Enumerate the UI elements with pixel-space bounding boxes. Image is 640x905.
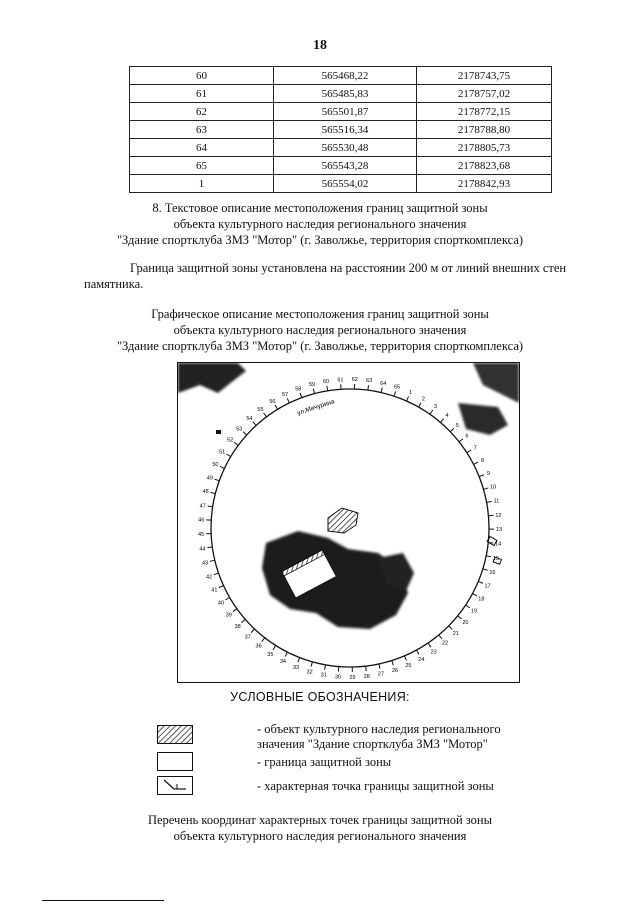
boundary-point-marker <box>379 664 380 669</box>
boundary-point-label: 13 <box>495 527 503 534</box>
boundary-point-label: 31 <box>320 672 327 679</box>
y-coordinate-cell: 2178743,75 <box>417 67 552 85</box>
section-8-title: 8. Текстовое описание местоположения границ защитной зоны <box>152 201 488 215</box>
boundary-point-label: 50 <box>212 462 219 469</box>
boundary-point-marker <box>487 501 492 502</box>
x-coordinate-cell: 565554,02 <box>274 175 417 193</box>
boundary-point-label: 6 <box>465 433 469 440</box>
boundary-point-marker <box>210 492 215 493</box>
boundary-point-marker <box>439 635 442 639</box>
boundary-point-label: 35 <box>267 651 274 658</box>
boundary-point-icon <box>158 777 192 794</box>
x-coordinate-cell: 565501,87 <box>274 103 417 121</box>
boundary-point-marker <box>450 428 454 431</box>
boundary-point-marker <box>287 398 289 402</box>
zone-map <box>177 362 520 683</box>
boundary-point-label: 59 <box>308 381 316 388</box>
legend-heritage-line1: - объект культурного наследия регионального <box>257 722 501 736</box>
boundary-point-marker <box>214 573 219 575</box>
table-row <box>130 85 552 103</box>
boundary-point-label: 44 <box>199 546 206 553</box>
boundary-point-label: 30 <box>334 674 342 681</box>
boundary-point-marker <box>458 616 462 619</box>
boundary-point-marker <box>220 466 225 468</box>
table-row <box>130 103 552 121</box>
boundary-point-label: 4 <box>445 412 449 419</box>
point-number-cell: 61 <box>130 85 274 103</box>
boundary-point-label: 60 <box>323 378 330 385</box>
boundary-point-label: 64 <box>380 380 387 387</box>
legend-title: УСЛОВНЫЕ ОБОЗНАЧЕНИЯ: <box>230 690 410 704</box>
boundary-point-marker <box>419 403 421 407</box>
boundary-point-label: 47 <box>199 503 206 510</box>
boundary-point-marker <box>273 645 276 649</box>
boundary-point-marker <box>263 413 266 417</box>
boundary-point-label: 18 <box>478 596 485 603</box>
boundary-point-marker <box>325 665 326 670</box>
graphic-heading-title: Графическое описание местоположения границ защитной зоны <box>151 307 489 321</box>
boundary-point-label: 9 <box>486 470 490 477</box>
boundary-point-marker <box>225 598 229 601</box>
boundary-point-marker <box>484 488 489 489</box>
boundary-point-marker <box>488 543 493 544</box>
boundary-point-marker <box>251 629 254 633</box>
point-number-cell: 1 <box>130 175 274 193</box>
hatched-area-icon <box>158 726 192 743</box>
boundary-point-marker <box>474 462 478 464</box>
y-coordinate-cell: 2178772,15 <box>417 103 552 121</box>
boundary-point-label: 5 <box>455 422 459 429</box>
legend-heritage-symbol <box>157 725 193 744</box>
x-coordinate-cell: 565468,22 <box>274 67 417 85</box>
boundary-point-marker <box>428 643 431 647</box>
boundary-point-marker <box>311 662 312 667</box>
boundary-point-marker <box>207 547 212 548</box>
graphic-heading-subtitle: объекта культурного наследия регионального значения <box>173 323 467 337</box>
street-label: ул.Мичурина <box>296 398 336 417</box>
boundary-point-label: 42 <box>205 574 213 581</box>
boundary-point-marker <box>327 386 328 391</box>
boundary-point-marker <box>208 506 213 507</box>
boundary-point-label: 15 <box>492 555 500 562</box>
legend-boundary-text: - граница защитной зоны <box>257 755 392 769</box>
table-row <box>130 67 552 85</box>
boundary-point-label: 61 <box>337 377 344 384</box>
point-number-cell: 65 <box>130 157 274 175</box>
coordinates-list-heading-line1: Перечень координат характерных точек границы защитной зоны <box>147 813 493 827</box>
boundary-point-marker <box>219 586 224 588</box>
boundary-point-label: 54 <box>246 416 253 423</box>
boundary-point-label: 38 <box>234 623 241 630</box>
boundary-point-label: 22 <box>442 640 449 647</box>
table-row <box>130 139 552 157</box>
boundary-point-label: 63 <box>366 378 373 385</box>
table-row <box>130 121 552 139</box>
boundary-point-label: 43 <box>201 560 209 567</box>
point-number-cell: 64 <box>130 139 274 157</box>
boundary-point-label: 23 <box>430 649 437 656</box>
boundary-point-label: 8 <box>480 457 485 464</box>
boundary-point-marker <box>417 650 419 654</box>
boundary-point-marker <box>300 393 302 398</box>
y-coordinate-cell: 2178757,02 <box>417 85 552 103</box>
point-number-cell: 63 <box>130 121 274 139</box>
boundary-point-marker <box>394 391 396 396</box>
boundary-point-marker <box>381 388 382 393</box>
boundary-point-marker <box>313 389 314 394</box>
boundary-point-marker <box>275 405 278 409</box>
boundary-point-marker <box>404 656 406 661</box>
legend-heritage-line2: значения "Здание спортклуба ЗМЗ "Мотор" <box>257 737 488 751</box>
boundary-point-label: 51 <box>219 449 226 456</box>
boundary-point-label: 12 <box>495 512 502 519</box>
boundary-point-label: 26 <box>391 668 398 675</box>
boundary-point-marker <box>449 626 453 630</box>
legend-boundary-symbol <box>157 752 193 771</box>
boundary-point-label: 21 <box>452 630 459 637</box>
boundary-point-marker <box>210 560 215 561</box>
boundary-point-marker <box>459 439 463 442</box>
boundary-point-label: 65 <box>394 384 401 391</box>
boundary-point-marker <box>234 442 238 445</box>
boundary-point-label: 3 <box>434 404 438 411</box>
coordinates-list-heading-line2: объекта культурного наследия регионального значения <box>173 829 467 843</box>
boundary-point-label: 17 <box>484 583 491 590</box>
table-row <box>130 175 552 193</box>
boundary-point-label: 32 <box>306 669 313 676</box>
boundary-point-marker <box>366 666 367 671</box>
point-number-cell: 62 <box>130 103 274 121</box>
legend-point-text: - характерная точка границы защитной зоны <box>257 779 494 793</box>
section-8-object-name: "Здание спортклуба ЗМЗ "Мотор" (г. Заволжье, территория спорткомплекса) <box>116 233 524 247</box>
boundary-point-marker <box>478 581 483 583</box>
boundary-point-label: 1 <box>409 389 413 396</box>
legend-point-symbol <box>157 776 193 795</box>
map-dark-areas <box>178 363 519 629</box>
boundary-point-label: 53 <box>236 426 243 433</box>
boundary-point-marker <box>262 638 265 642</box>
heritage-object-hatched <box>328 508 358 533</box>
zone-map-svg <box>178 363 519 682</box>
page-number: 18 <box>313 38 327 53</box>
boundary-point-marker <box>243 432 247 435</box>
boundary-point-label: 11 <box>493 498 500 505</box>
x-coordinate-cell: 565543,28 <box>274 157 417 175</box>
boundary-point-label: 16 <box>489 569 496 576</box>
boundary-point-marker <box>285 652 287 656</box>
boundary-point-marker <box>407 396 409 401</box>
boundary-point-marker <box>473 594 477 596</box>
boundary-point-label: 62 <box>351 377 358 384</box>
boundary-point-label: 24 <box>418 656 425 663</box>
boundary-point-label: 41 <box>211 587 218 594</box>
boundary-point-label: 40 <box>217 600 225 607</box>
boundary-point-marker <box>226 454 230 457</box>
boundary-point-label: 14 <box>495 541 502 548</box>
zone-distance-paragraph: Граница защитной зоны установлена на расстоянии 200 м от линий внешних стен памятника. <box>84 261 567 291</box>
boundary-point-label: 2 <box>421 396 425 403</box>
boundary-point-label: 56 <box>269 398 276 405</box>
boundary-point-label: 48 <box>202 489 209 496</box>
boundary-point-marker <box>483 569 488 570</box>
graphic-heading-object-name: "Здание спортклуба ЗМЗ "Мотор" (г. Заволжье, территория спорткомплекса) <box>116 339 524 353</box>
boundary-point-label: 20 <box>462 620 469 627</box>
table-row <box>130 157 552 175</box>
boundary-point-label: 34 <box>279 659 286 666</box>
boundary-point-marker <box>233 609 237 612</box>
boundary-point-marker <box>486 556 491 557</box>
footnote-rule <box>42 900 164 901</box>
boundary-point-label: 46 <box>198 517 205 524</box>
x-coordinate-cell: 565516,34 <box>274 121 417 139</box>
boundary-point-label: 36 <box>255 643 262 650</box>
coordinates-list-heading <box>0 812 640 844</box>
y-coordinate-cell: 2178823,68 <box>417 157 552 175</box>
boundary-point-marker <box>298 658 300 663</box>
y-coordinate-cell: 2178805,73 <box>417 139 552 157</box>
boundary-point-marker <box>215 479 220 481</box>
boundary-point-label: 55 <box>257 406 264 413</box>
boundary-point-label: 28 <box>363 674 370 681</box>
boundary-point-label: 25 <box>405 663 412 670</box>
y-coordinate-cell: 2178842,93 <box>417 175 552 193</box>
boundary-point-label: 33 <box>292 664 300 671</box>
y-coordinate-cell: 2178788,80 <box>417 121 552 139</box>
boundary-point-marker <box>466 605 470 608</box>
small-structures <box>216 430 501 564</box>
boundary-point-label: 29 <box>349 674 356 681</box>
boundary-point-label: 39 <box>225 612 232 619</box>
boundary-point-marker <box>392 661 394 666</box>
x-coordinate-cell: 565485,83 <box>274 85 417 103</box>
boundary-point-label: 52 <box>227 437 234 444</box>
boundary-point-marker <box>368 385 369 390</box>
point-number-cell: 60 <box>130 67 274 85</box>
boundary-point-marker <box>479 475 484 477</box>
boundary-point-label: 49 <box>206 475 213 482</box>
boundary-point-label: 37 <box>244 634 251 641</box>
coordinates-table-body <box>130 67 552 193</box>
boundary-point-label: 10 <box>490 484 497 491</box>
boundary-point-label: 57 <box>281 391 289 398</box>
boundary-point-marker <box>440 419 443 423</box>
boundary-point-label: 58 <box>295 386 302 393</box>
boundary-point-marker <box>253 422 256 426</box>
section-8-subtitle: объекта культурного наследия регионального значения <box>173 217 467 231</box>
coordinates-table <box>129 66 552 193</box>
boundary-point-label: 45 <box>198 531 205 538</box>
boundary-point-marker <box>430 410 433 414</box>
boundary-point-label: 7 <box>473 445 477 452</box>
boundary-point-marker <box>241 619 245 622</box>
boundary-point-label: 27 <box>377 671 385 678</box>
boundary-point-label: 19 <box>470 608 478 615</box>
x-coordinate-cell: 565530,48 <box>274 139 417 157</box>
boundary-point-marker <box>467 450 471 453</box>
